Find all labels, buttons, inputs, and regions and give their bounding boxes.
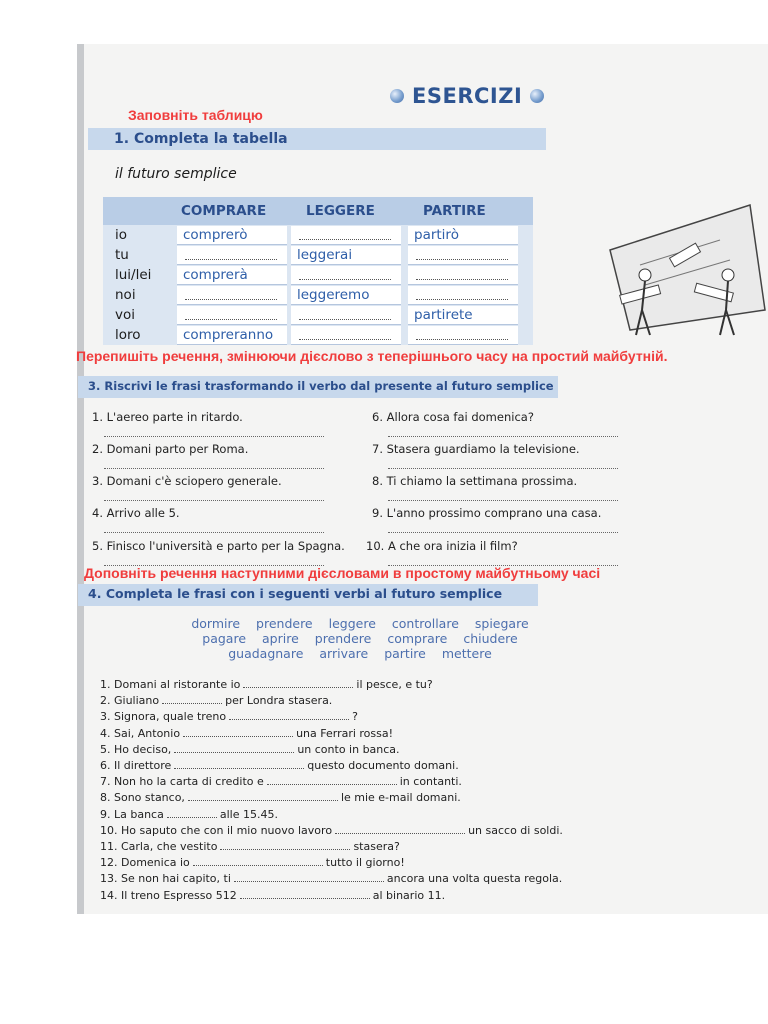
sentence-end: un conto in banca.: [297, 742, 400, 756]
sentence-end: al binario 11.: [372, 888, 446, 902]
instruction-ex3-uk: Перепишіть речення, змінюючи дієслово з теперішнього часу на простий майбутній.: [76, 348, 668, 364]
answer-line[interactable]: [388, 532, 618, 533]
ex4-sentence: [100, 808, 278, 821]
answer-blank[interactable]: [188, 792, 338, 801]
verb-row: [160, 646, 560, 661]
verb-item: guadagnare: [228, 646, 304, 661]
conjugation-cell[interactable]: [177, 326, 287, 345]
sentence-end: il pesce, e tu?: [356, 678, 433, 691]
ex4-sentence: [100, 743, 400, 756]
ex4-sentence: [100, 856, 405, 869]
filled-answer: leggerai: [297, 247, 353, 263]
blank-answer-line[interactable]: [416, 279, 508, 280]
conjugation-cell[interactable]: [177, 226, 287, 245]
conjugation-cell[interactable]: [408, 246, 518, 265]
column-header-partire: PARTIRE: [423, 203, 486, 219]
answer-blank[interactable]: [174, 760, 304, 769]
sentence-end: alle 15.45.: [219, 807, 278, 821]
verb-item: partire: [384, 646, 426, 661]
conjugation-cell[interactable]: [177, 246, 287, 265]
answer-line[interactable]: [104, 500, 324, 501]
answer-blank[interactable]: [243, 679, 353, 688]
sentence-start: 5. Ho deciso,: [100, 742, 172, 756]
sentence-start: 4. Sai, Antonio: [100, 726, 181, 740]
sentence-end: ?: [352, 710, 358, 724]
pronoun-label: noi: [115, 287, 136, 303]
verb-item: prendere: [314, 631, 372, 646]
conjugation-cell[interactable]: [291, 326, 401, 345]
ex3-title-text: Riscrivi le frasi trasformando il verbo dal presente al futuro semplice: [104, 379, 554, 393]
ex3-sentence: 1. L'aereo parte in ritardo.: [92, 410, 243, 424]
pronoun-label: tu: [115, 247, 129, 263]
answer-blank[interactable]: [229, 711, 349, 720]
bullet-ball-icon: [530, 89, 544, 103]
blank-answer-line[interactable]: [416, 299, 508, 300]
blank-answer-line[interactable]: [185, 299, 277, 300]
answer-line[interactable]: [388, 500, 618, 501]
conjugation-cell[interactable]: [177, 286, 287, 305]
table-row: [103, 266, 533, 286]
blank-answer-line[interactable]: [299, 339, 391, 340]
verb-item: leggere: [328, 616, 376, 631]
ex3-title: [88, 379, 554, 393]
filled-answer: comprerà: [183, 267, 248, 283]
instruction-ex4-uk: Доповніть речення наступними дієсловами в простому майбутньому часі: [84, 565, 601, 581]
sentence-start: 7. Non ho la carta di credito e: [100, 775, 264, 789]
answer-blank[interactable]: [335, 825, 465, 834]
ex3-number: 3.: [88, 379, 101, 393]
ex4-sentence: [100, 727, 393, 740]
table-row: [103, 226, 533, 246]
filled-answer: partirete: [414, 307, 473, 323]
sentence-end: tutto il giorno!: [325, 856, 405, 870]
conjugation-cell[interactable]: [408, 286, 518, 305]
sentence-start: 3. Signora, quale treno: [100, 710, 227, 724]
ex3-sentence: 2. Domani parto per Roma.: [92, 442, 249, 456]
ex1-title: [114, 131, 288, 147]
sentence-end: le mie e-mail domani.: [340, 791, 461, 805]
verb-item: comprare: [387, 631, 448, 646]
sentence-start: 1. Domani al ristorante io: [100, 678, 241, 691]
table-row: [103, 306, 533, 326]
verb-item: spiegare: [474, 616, 529, 631]
filled-answer: comprerò: [183, 227, 248, 243]
ex1-number: 1.: [114, 131, 130, 147]
filled-answer: partirò: [414, 227, 459, 243]
answer-blank[interactable]: [240, 890, 370, 899]
answer-line[interactable]: [104, 532, 324, 533]
sentence-end: per Londra stasera.: [225, 694, 333, 708]
sentence-start: 9. La banca: [100, 807, 164, 821]
ex4-sentence: [100, 759, 459, 772]
verb-item: prendere: [256, 616, 313, 631]
ex4-sentence: [100, 694, 332, 707]
blank-answer-line[interactable]: [416, 259, 508, 260]
verb-item: chiudere: [463, 631, 518, 646]
conjugation-cell[interactable]: [291, 266, 401, 285]
conjugation-cell[interactable]: [291, 246, 401, 265]
sentence-end: stasera?: [353, 840, 400, 853]
conjugation-cell[interactable]: [408, 306, 518, 325]
verb-item: mettere: [441, 646, 492, 661]
sentence-start: 13. Se non hai capito, ti: [100, 872, 231, 886]
conjugation-cell[interactable]: [408, 226, 518, 245]
ex3-sentence: 5. Finisco l'università e parto per la Spagna.: [92, 539, 345, 553]
sentence-start: 8. Sono stanco,: [100, 791, 185, 805]
filled-answer: leggeremo: [297, 287, 370, 303]
filled-answer: compreranno: [183, 327, 274, 343]
table-row: [103, 246, 533, 266]
answer-line[interactable]: [104, 436, 324, 437]
answer-blank[interactable]: [167, 809, 217, 818]
blank-answer-line[interactable]: [185, 259, 277, 260]
answer-line[interactable]: [388, 436, 618, 437]
page-title: ESERCIZI: [412, 84, 523, 108]
answer-blank[interactable]: [267, 776, 397, 785]
pronoun-label: voi: [115, 307, 135, 323]
conjugation-cell[interactable]: [408, 266, 518, 285]
ex3-sentence: 3. Domani c'è sciopero generale.: [92, 474, 282, 488]
verb-item: controllare: [391, 616, 459, 631]
ex4-sentence: [100, 791, 461, 804]
column-header-leggere: LEGGERE: [306, 203, 375, 219]
conjugation-cell[interactable]: [177, 266, 287, 285]
ex4-sentence: [100, 872, 562, 885]
answer-blank[interactable]: [193, 857, 323, 866]
ex4-number: 4.: [88, 586, 102, 601]
verb-bank: [160, 616, 560, 661]
table-row: [103, 326, 533, 346]
conjugation-cell[interactable]: [408, 326, 518, 345]
sentence-end: un sacco di soldi.: [468, 823, 563, 837]
verb-row: [160, 631, 560, 646]
instruction-ex1-uk: Заповніть таблицю: [128, 107, 263, 123]
blank-answer-line[interactable]: [299, 279, 391, 280]
blank-answer-line[interactable]: [299, 319, 391, 320]
table-row: [103, 286, 533, 306]
answer-blank[interactable]: [174, 744, 294, 753]
ex3-sentence: 6. Allora cosa fai domenica?: [372, 410, 534, 424]
verb-item: dormire: [191, 616, 241, 631]
ex4-sentence: [100, 889, 445, 902]
ex1-subtitle: il futuro semplice: [115, 166, 237, 182]
answer-blank[interactable]: [234, 873, 384, 882]
ex3-sentence: 4. Arrivo alle 5.: [92, 506, 180, 520]
ex3-sentence: 8. Ti chiamo la settimana prossima.: [372, 474, 578, 488]
ex4-title-text: Completa le frasi con i seguenti verbi al futuro semplice: [105, 586, 503, 601]
verb-item: arrivare: [319, 646, 369, 661]
ex4-sentence: [100, 710, 358, 723]
sentence-start: 11. Carla, che vestito: [100, 840, 218, 853]
sentence-start: 12. Domenica io: [100, 856, 190, 870]
conjugation-cell[interactable]: [291, 306, 401, 325]
answer-line[interactable]: [104, 468, 324, 469]
bullet-ball-icon: [390, 89, 404, 103]
sentence-start: 6. Il direttore: [100, 759, 172, 772]
pronoun-label: io: [115, 227, 128, 243]
ex4-sentence: [100, 775, 462, 788]
blank-answer-line[interactable]: [299, 239, 391, 240]
column-header-comprare: COMPRARE: [181, 203, 267, 219]
ex4-sentence: [100, 678, 433, 691]
sentence-end: in contanti.: [399, 775, 462, 789]
pronoun-label: loro: [115, 327, 141, 343]
ex1-title-text: Completa la tabella: [133, 131, 288, 147]
pronoun-label: lui/lei: [115, 267, 152, 283]
sentence-start: 10. Ho saputo che con il mio nuovo lavoro: [100, 823, 333, 837]
page-edge: [77, 44, 84, 914]
sentence-start: 14. Il treno Espresso 512: [100, 888, 237, 902]
conjugation-cell[interactable]: [291, 226, 401, 245]
ex4-sentence: [100, 840, 400, 853]
answer-blank[interactable]: [162, 695, 222, 704]
conjugation-cell[interactable]: [291, 286, 401, 305]
sentence-end: una Ferrari rossa!: [296, 726, 394, 740]
verb-row: [160, 616, 560, 631]
ex4-sentence: [100, 824, 563, 837]
sentence-end: questo documento domani.: [307, 759, 459, 772]
ex3-sentence: 10. A che ora inizia il film?: [366, 539, 518, 553]
sentence-start: 2. Giuliano: [100, 694, 160, 708]
ex3-sentence: 9. L'anno prossimo comprano una casa.: [372, 506, 602, 520]
ex4-title: [88, 586, 502, 601]
blank-answer-line[interactable]: [416, 339, 508, 340]
sentence-end: ancora una volta questa regola.: [386, 872, 563, 886]
ex3-sentence: 7. Stasera guardiamo la televisione.: [372, 442, 580, 456]
verb-item: pagare: [202, 631, 247, 646]
conjugation-cell[interactable]: [177, 306, 287, 325]
blank-answer-line[interactable]: [185, 319, 277, 320]
answer-line[interactable]: [388, 468, 618, 469]
verb-item: aprire: [262, 631, 299, 646]
workers-illustration: [600, 190, 768, 340]
answer-blank[interactable]: [183, 728, 293, 737]
answer-blank[interactable]: [220, 841, 350, 850]
section-header: [390, 84, 544, 108]
